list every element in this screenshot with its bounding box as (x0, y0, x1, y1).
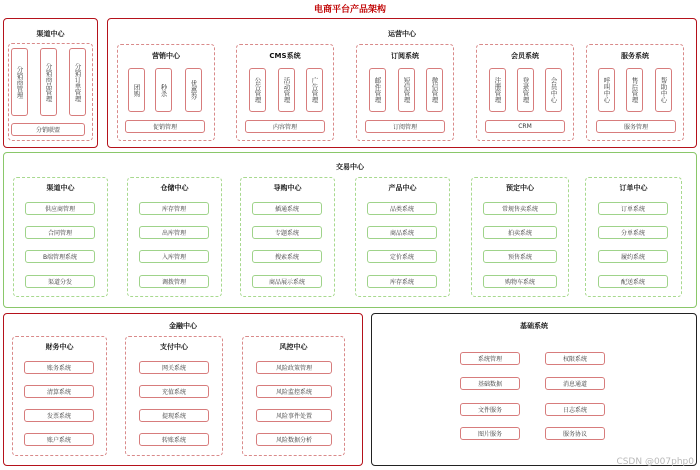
ops-group-title: 会员系统 (511, 52, 539, 60)
finance-item: 风险监控系统 (256, 385, 332, 398)
trade-item: 商品系统 (367, 226, 437, 239)
trade-item: B端管理系统 (25, 250, 95, 263)
base-item: 消息通道 (545, 377, 605, 390)
ops-group-bottom: 促销管理 (125, 120, 205, 133)
channel-item: 分销商品管理 (40, 48, 57, 116)
finance-item: 提现系统 (139, 409, 209, 422)
finance-item: 发票系统 (24, 409, 94, 422)
finance-item: 清算系统 (24, 385, 94, 398)
trade-item: 配送系统 (598, 275, 668, 288)
ops-item: 会员中心 (545, 68, 562, 112)
finance-item: 风险数据分析 (256, 433, 332, 446)
finance-center-title: 金融中心 (169, 322, 197, 330)
trade-item: 品类系统 (367, 202, 437, 215)
trade-item: 插通系统 (252, 202, 322, 215)
ops-item: 秒杀 (155, 68, 172, 112)
finance-item: 网关系统 (139, 361, 209, 374)
trade-item: 订单系统 (598, 202, 668, 215)
channel-item: 分销订单管理 (69, 48, 86, 116)
trade-item: 拍卖系统 (483, 226, 557, 239)
ops-item: 邮件管理 (369, 68, 386, 112)
ops-group-title: CMS系统 (269, 52, 301, 60)
finance-item: 风险事件处置 (256, 409, 332, 422)
watermark: CSDN @007php0 (616, 457, 694, 467)
ops-item: 呼叫中心 (598, 68, 615, 112)
trade-item: 常规售卖系统 (483, 202, 557, 215)
ops-center-title: 运营中心 (388, 30, 416, 38)
trade-center-title: 交易中心 (336, 163, 364, 171)
ops-group-title: 订阅系统 (391, 52, 419, 60)
base-item: 日志系统 (545, 403, 605, 416)
ops-group-title: 服务系统 (621, 52, 649, 60)
trade-item: 合同管理 (25, 226, 95, 239)
base-item: 文件服务 (460, 403, 520, 416)
trade-item: 预售系统 (483, 250, 557, 263)
ops-item: 公告管理 (249, 68, 266, 112)
base-item: 服务协议 (545, 427, 605, 440)
finance-group-title: 财务中心 (45, 343, 74, 351)
ops-group-bottom: 服务管理 (596, 120, 676, 133)
finance-group-title: 支付中心 (160, 343, 188, 351)
trade-group-title: 渠道中心 (46, 184, 75, 192)
ops-item: 登录管理 (517, 68, 534, 112)
trade-item: 商品展示系统 (252, 275, 322, 288)
trade-group-title: 导购中心 (273, 184, 302, 192)
ops-item: 短信管理 (398, 68, 415, 112)
trade-group-title: 仓储中心 (160, 184, 189, 192)
ops-item: 团购 (128, 68, 145, 112)
base-item: 图片服务 (460, 427, 520, 440)
trade-item: 供应商管理 (25, 202, 95, 215)
ops-item: 售后管理 (626, 68, 643, 112)
finance-group-title: 风控中心 (279, 343, 308, 351)
ops-item: 微信管理 (426, 68, 443, 112)
finance-item: 转账系统 (139, 433, 209, 446)
ops-group-bottom: 订阅管理 (365, 120, 445, 133)
channel-item: 分销商管理 (11, 48, 28, 116)
ops-item: 优惠券 (185, 68, 202, 112)
trade-item: 定价系统 (367, 250, 437, 263)
base-item: 基础数据 (460, 377, 520, 390)
base-item: 系统管理 (460, 352, 520, 365)
trade-item: 库存系统 (367, 275, 437, 288)
finance-item: 账务系统 (24, 361, 94, 374)
ops-group-bottom: 内容管理 (245, 120, 325, 133)
ops-item: 注册管理 (489, 68, 506, 112)
base-system-title: 基础系统 (520, 322, 548, 330)
trade-item: 调拨管理 (139, 275, 209, 288)
trade-item: 专题系统 (252, 226, 322, 239)
trade-item: 搜索系统 (252, 250, 322, 263)
channel-bottom: 分销联盟 (11, 123, 85, 136)
ops-item: 广告管理 (306, 68, 323, 112)
trade-item: 购物车系统 (483, 275, 557, 288)
trade-item: 入库管理 (139, 250, 209, 263)
trade-group-title: 预定中心 (506, 184, 534, 192)
ops-item: 活动管理 (278, 68, 295, 112)
base-system-frame (371, 313, 697, 466)
page-title: 电商平台产品架构 (313, 5, 386, 15)
trade-group-title: 订单中心 (619, 184, 648, 192)
finance-item: 充值系统 (139, 385, 209, 398)
channel-center-title: 渠道中心 (36, 30, 65, 38)
trade-item: 履约系统 (598, 250, 668, 263)
trade-item: 分单系统 (598, 226, 668, 239)
trade-group-title: 产品中心 (388, 184, 417, 192)
trade-item: 库存管理 (139, 202, 209, 215)
ops-item: 帮助中心 (655, 68, 672, 112)
trade-item: 渠道分发 (25, 275, 95, 288)
trade-item: 出库管理 (139, 226, 209, 239)
base-item: 权限系统 (545, 352, 605, 365)
ops-group-title: 营销中心 (152, 52, 180, 60)
finance-item: 账户系统 (24, 433, 94, 446)
finance-item: 风险政策管理 (256, 361, 332, 374)
ops-group-bottom: CRM (485, 120, 565, 133)
